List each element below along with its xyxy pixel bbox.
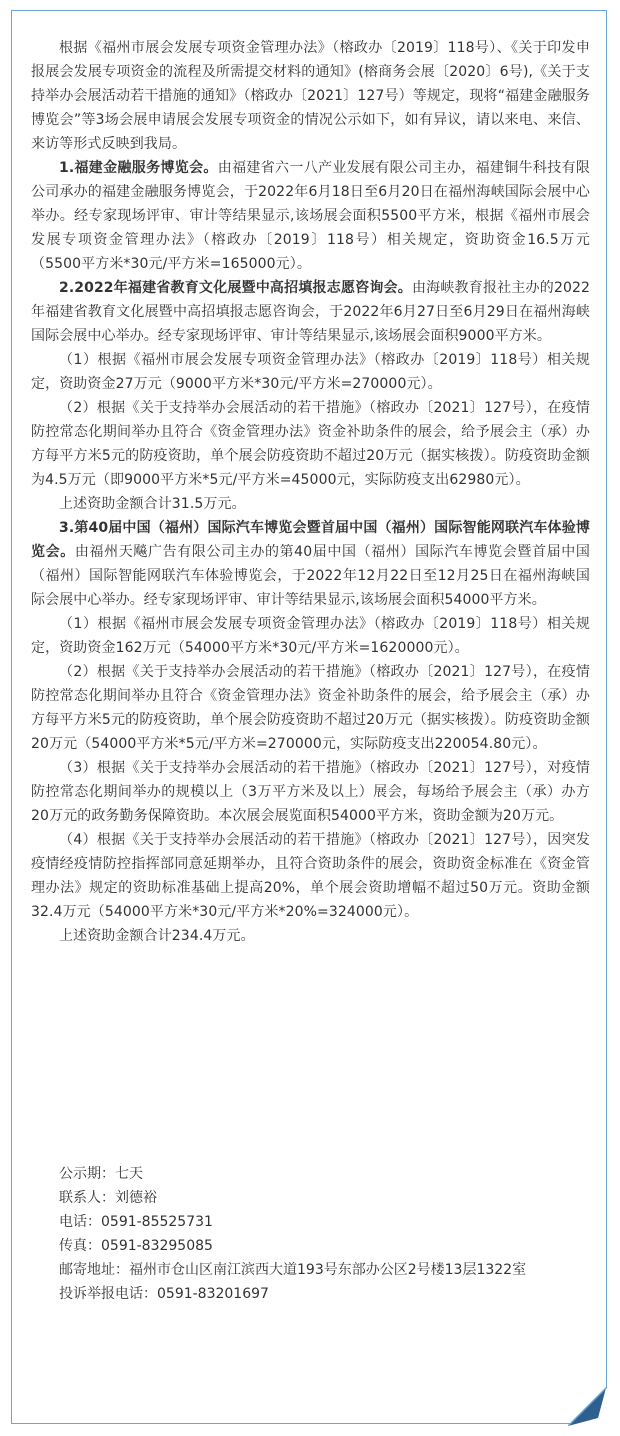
section-3-item-3: （3）根据《关于支持举办会展活动的若干措施》（榕政办〔2021〕127号），对疫情防控常态化期间举办的规模以上（3万平方米及以上）展会，每场给予展会主（承）办方20万元的政务勤务保障资助。本次展会展览面积54000平方米，资助金额为20万元。	[31, 760, 590, 824]
section-1-heading: 1.福建金融服务博览会。	[59, 160, 218, 176]
mailing-address: 邮寄地址：福州市仓山区南江滨西大道193号东部办公区2号楼13层1322室	[59, 1262, 527, 1278]
section-2-item-1: （1）根据《福州市展会发展专项资金管理办法》（榕政办〔2019〕118号）相关规定，资助资金27万元（9000平方米*30元/平方米=270000元）。	[31, 352, 590, 392]
section-2	[31, 276, 590, 348]
section-2-heading: 2.2022年福建省教育文化展暨中高招填报志愿咨询会。	[59, 280, 412, 296]
contact-block	[59, 1162, 526, 1306]
intro-paragraph: 根据《福州市展会发展专项资金管理办法》（榕政办〔2019〕118号）、《关于印发申报展会发展专项资金的流程及所需提交材料的通知》(榕商务会展〔2020〕6号),《关于支持举办会展活动若干措施的通知》（榕政办〔2021〕127号）等规定，现将“福建金融服务博览会”等3场会展申请展会发展专项资金的情况公示如下，如有异议，请以来电、来信、来访等形式反映到我局。	[31, 40, 590, 152]
contact-phone: 电话：0591-85525731	[59, 1214, 213, 1230]
section-3-total: 上述资助金额合计234.4万元。	[59, 928, 255, 944]
section-2-total: 上述资助金额合计31.5万元。	[59, 496, 246, 512]
section-1	[31, 156, 590, 276]
section-3-body: 由福州天飚广告有限公司主办的第40届中国（福州）国际汽车博览会暨首届中国（福州）国际智能网联汽车体验博览会，于2022年12月22日至12月25日在福州海峡国际会展中心举办。经专家现场评审、审计等结果显示,该场展会面积54000平方米。	[31, 544, 590, 608]
section-3-item-2: （2）根据《关于支持举办会展活动的若干措施》（榕政办〔2021〕127号），在疫情防控常态化期间举办且符合《资金管理办法》资金补助条件的展会，给予展会主（承）办方每平方米5元的防疫资助，单个展会防疫资助不超过20万元（据实核拨）。防疫资助金额20万元（54000平方米*5元/平方米=270000元，实际防疫支出220054.80元）。	[31, 664, 590, 752]
folded-corner-icon	[568, 1386, 608, 1426]
section-2-item-2: （2）根据《关于支持举办会展活动的若干措施》（榕政办〔2021〕127号），在疫情防控常态化期间举办且符合《资金管理办法》资金补助条件的展会，给予展会主（承）办方每平方米5元的防疫资助，单个展会防疫资助不超过20万元（据实核拨）。防疫资助金额为4.5万元（即9000平方米*5元/平方米=45000元，实际防疫支出62980元）。	[31, 400, 590, 488]
publicity-period: 公示期：七天	[59, 1166, 143, 1182]
complaint-phone: 投诉举报电话：0591-83201697	[59, 1286, 269, 1302]
section-3	[31, 516, 590, 612]
section-3-item-1: （1）根据《福州市展会发展专项资金管理办法》（榕政办〔2019〕118号）相关规定，资助资金162万元（54000平方米*30元/平方米=1620000元）。	[31, 616, 590, 656]
section-1-body: 由福建省六一八产业发展有限公司主办，福建铜牛科技有限公司承办的福建金融服务博览会，于2022年6月18日至6月20日在福州海峡国际会展中心举办。经专家现场评审、审计等结果显示,该场展会面积5500平方米，根据《福州市展会发展专项资金管理办法》（榕政办〔2019〕118号）相关规定，资助资金16.5万元（5500平方米*30元/平方米=165000元）。	[31, 160, 590, 272]
section-2-body: 由海峡教育报社主办的2022年福建省教育文化展暨中高招填报志愿咨询会，于2022年6月27日至6月29日在福州海峡国际会展中心举办。经专家现场评审、审计等结果显示,该场展会面积9000平方米。	[31, 280, 590, 344]
contact-fax: 传真：0591-83295085	[59, 1238, 213, 1254]
section-3-heading: 3.第40届中国（福州）国际汽车博览会暨首届中国（福州）国际智能网联汽车体验博览会。	[31, 520, 590, 560]
section-3-item-4: （4）根据《关于支持举办会展活动的若干措施》（榕政办〔2021〕127号），因突发疫情经疫情防控指挥部同意延期举办，且符合资助条件的展会，资助资金标准在《资金管理办法》规定的资助标准基础上提高20%，单个展会资助增幅不超过50万元。资助金额32.4万元（54000平方米*30元/平方米*20%=324000元）。	[31, 832, 590, 920]
contact-person: 联系人：刘德裕	[59, 1190, 157, 1206]
announcement-body	[31, 36, 590, 948]
